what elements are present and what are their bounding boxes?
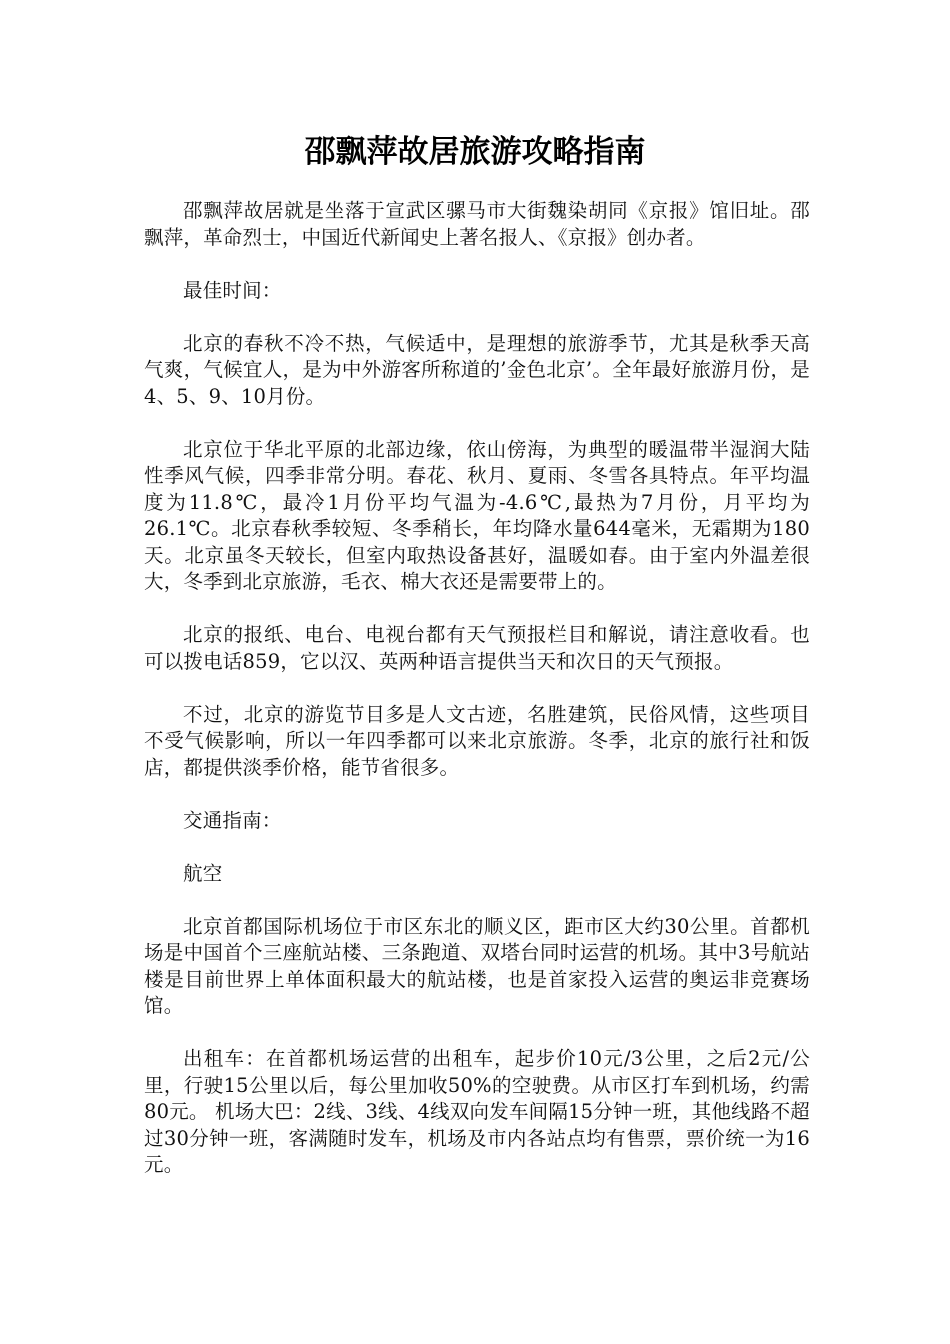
paragraph-best-time-heading: 最佳时间： bbox=[183, 278, 282, 302]
paragraph-season: 北京的春秋不冷不热，气候适中，是理想的旅游季节，尤其是秋季天高气爽，气候宜人，是为中外游客所称道的’金色北京’。全年最好旅游月份，是4、5、9、10月份。 bbox=[144, 331, 810, 408]
paragraph-year-round: 不过，北京的游览节目多是人文古迹，名胜建筑，民俗风情，这些项目不受气候影响，所以一年四季都可以来北京旅游。冬季，北京的旅行社和饭店，都提供淡季价格，能节省很多。 bbox=[144, 702, 810, 779]
document-title: 邵飘萍故居旅游攻略指南 bbox=[304, 134, 646, 170]
paragraph-transport-heading: 交通指南： bbox=[183, 808, 282, 832]
document-body bbox=[144, 198, 810, 1205]
paragraph-aviation-heading: 航空 bbox=[183, 861, 223, 885]
paragraph-airport: 北京首都国际机场位于市区东北的顺义区，距市区大约30公里。首都机场是中国首个三座航站楼、三条跑道、双塔台同时运营的机场。其中3号航站楼是目前世界上单体面积最大的航站楼，也是首家投入运营的奥运非竞赛场馆。 bbox=[144, 914, 810, 1017]
paragraph-climate: 北京位于华北平原的北部边缘，依山傍海，为典型的暖温带半湿润大陆性季风气候，四季非常分明。春花、秋月、夏雨、冬雪各具特点。年平均温度为11.8℃，最冷1月份平均气温为-4.6℃,最热为7月份，月平均为26.1℃。北京春秋季较短、冬季稍长，年均降水量644毫米，无霜期为180天。北京虽冬天较长，但室内取热设备甚好，温暖如春。由于室内外温差很大，冬季到北京旅游，毛衣、棉大衣还是需要带上的。 bbox=[144, 437, 810, 593]
paragraph-weather-forecast: 北京的报纸、电台、电视台都有天气预报栏目和解说，请注意收看。也可以拨电话859，它以汉、英两种语言提供当天和次日的天气预报。 bbox=[144, 623, 810, 673]
paragraph-intro: 邵飘萍故居就是坐落于宣武区骡马市大街魏染胡同《京报》馆旧址。邵飘萍，革命烈士，中国近代新闻史上著名报人、《京报》创办者。 bbox=[144, 199, 810, 249]
paragraph-taxi-bus: 出租车：在首都机场运营的出租车，起步价10元/3公里，之后2元/公里，行驶15公里以后，每公里加收50%的空驶费。从市区打车到机场，约需80元。 机场大巴：2线、3线、4线双向发车间隔15分钟一班，其他线路不超过30分钟一班，客满随时发车，机场及市内各站点均有售票，票价统一为16元。 bbox=[144, 1047, 810, 1176]
